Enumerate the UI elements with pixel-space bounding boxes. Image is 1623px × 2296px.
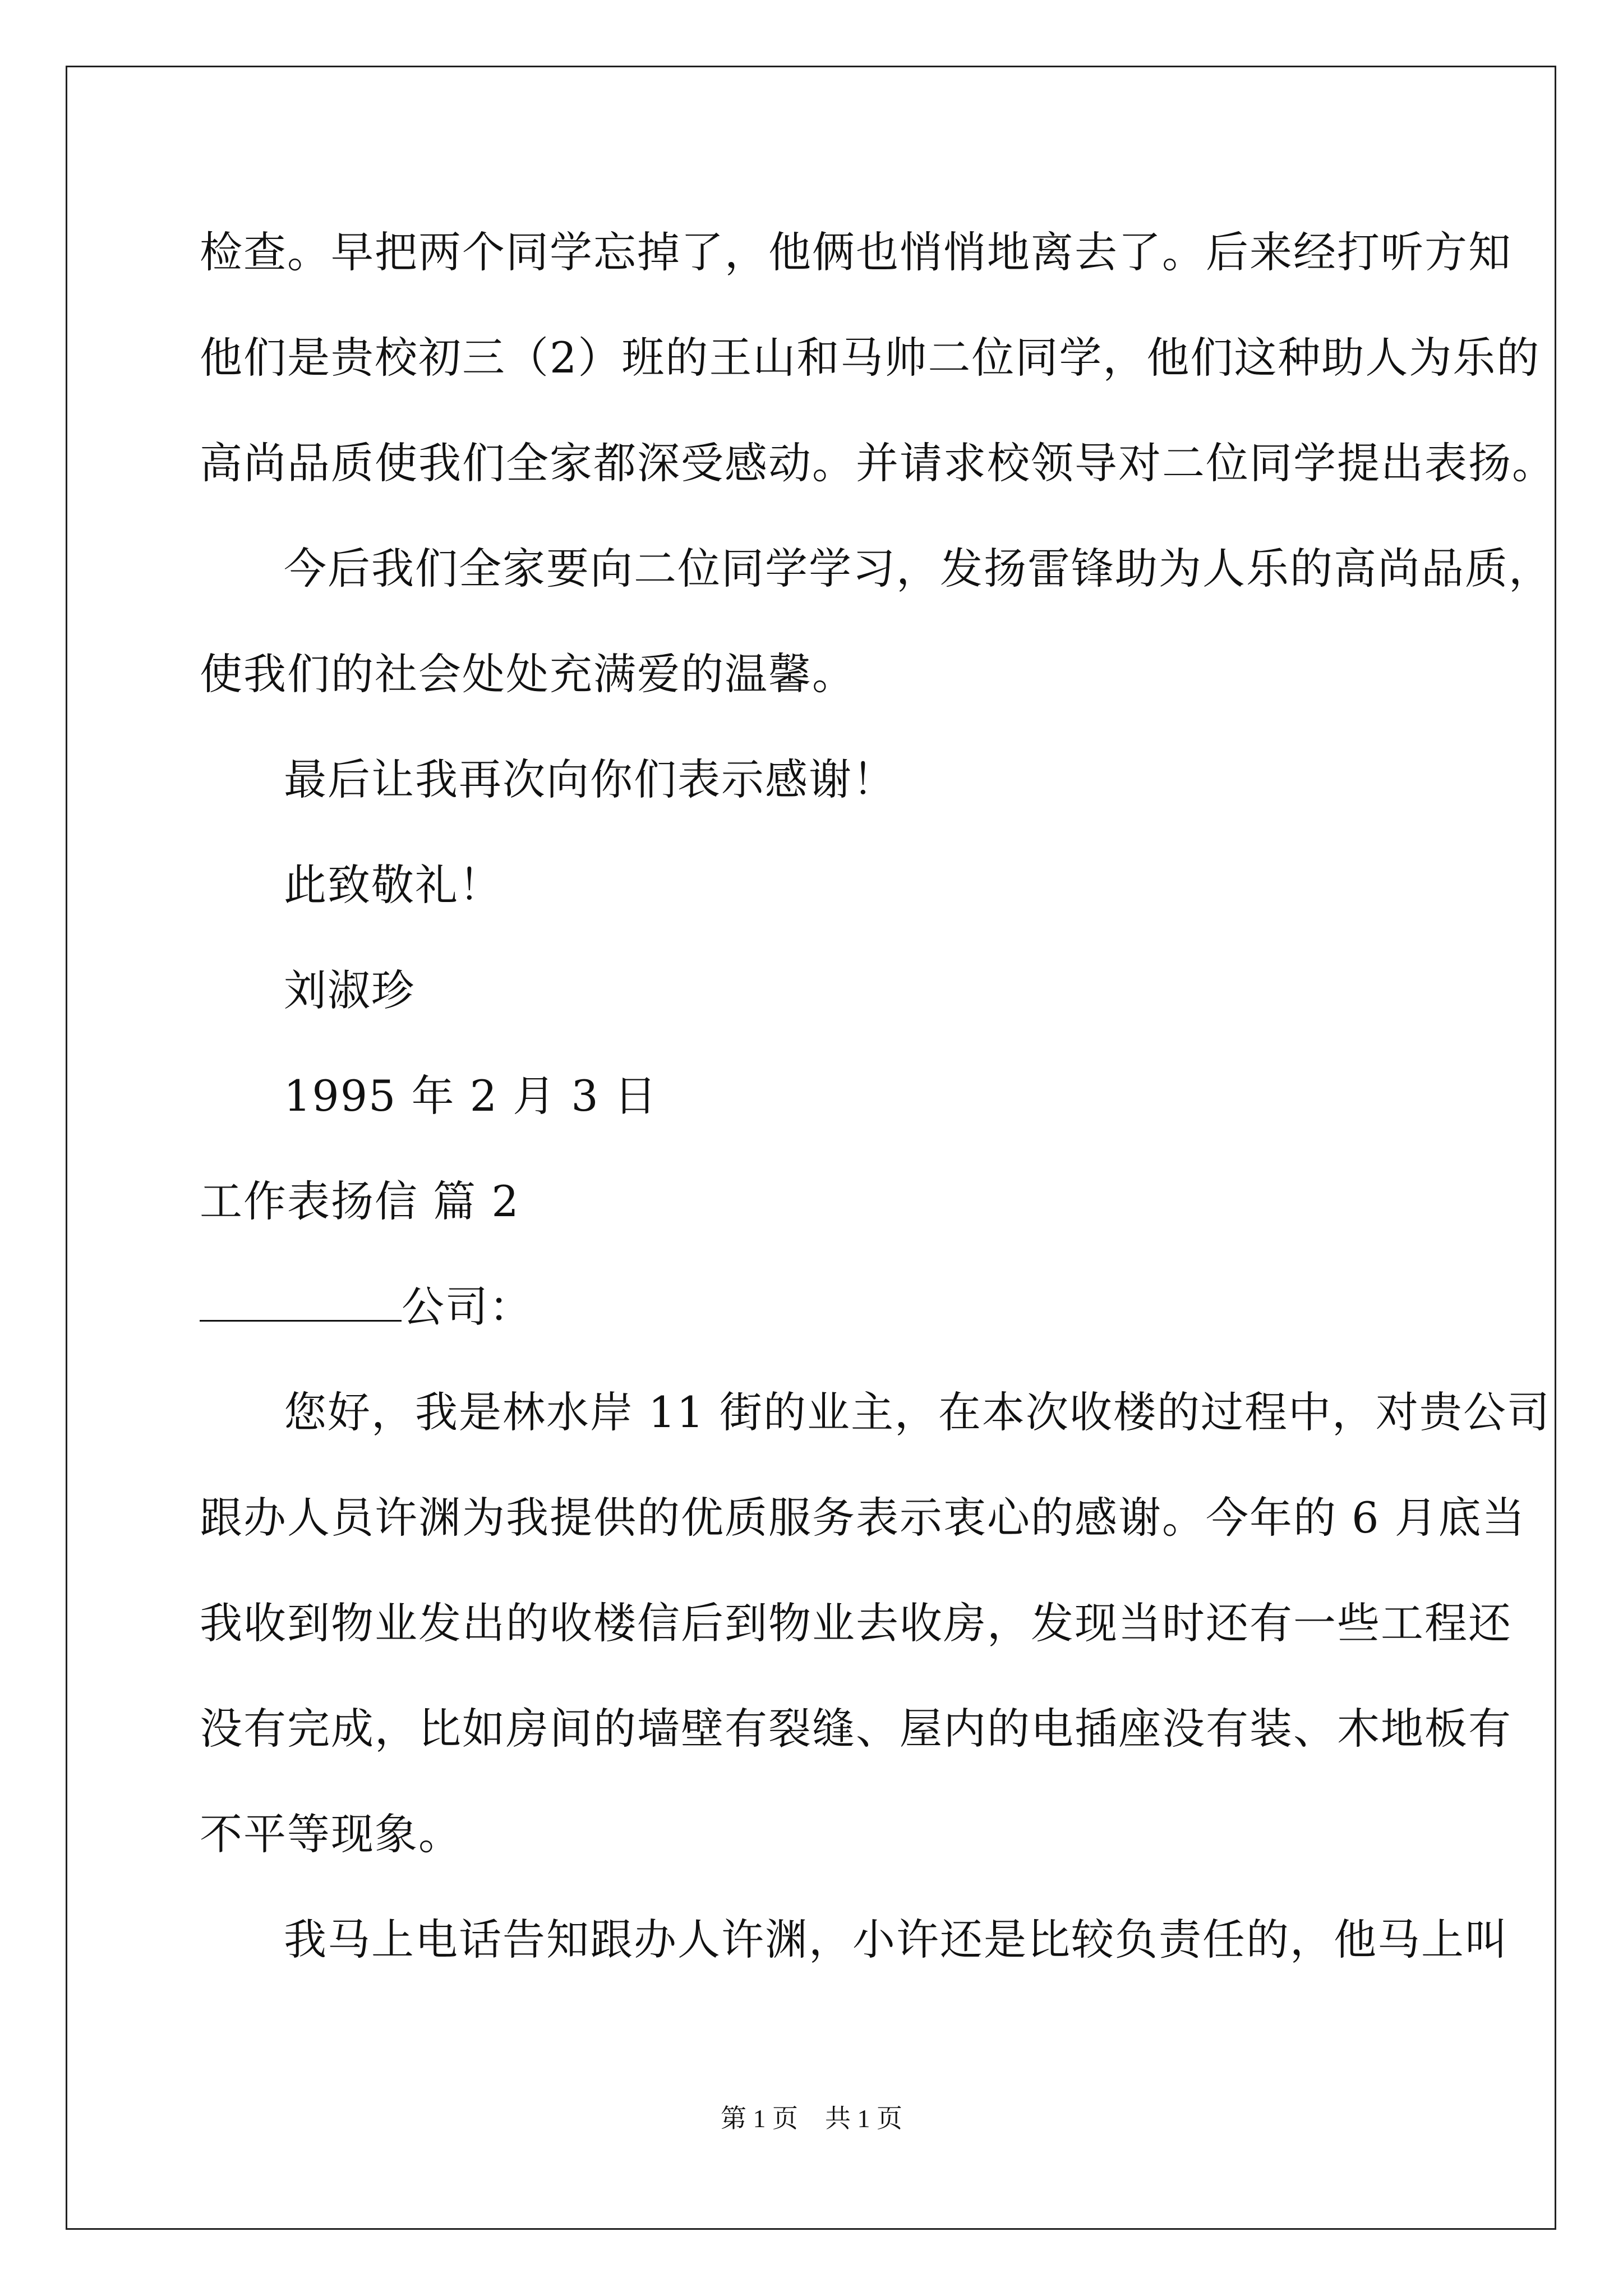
paragraph-line-4: 今后我们全家要向二位同学学习，发扬雷锋助为人乐的高尚品质， (284, 544, 1552, 593)
blank-fill-line (200, 1281, 402, 1322)
page-number: 第 1 页 (721, 2104, 798, 2133)
thanks-line: 最后让我再次向你们表示感谢！ (284, 754, 896, 804)
signature-name: 刘淑珍 (284, 965, 415, 1015)
signature-date: 1995 年 2 月 3 日 (284, 1071, 658, 1121)
page-total: 共 1 页 (825, 2104, 902, 2133)
page-footer (0, 2098, 1623, 2135)
text-line-1: 检查。早把两个同学忘掉了，他俩也悄悄地离去了。后来经打听方知 (200, 227, 1512, 277)
section-title: 工作表扬信 篇 2 (200, 1176, 520, 1226)
text-line-13: 跟办人员许渊为我提供的优质服务表示衷心的感谢。今年的 6 月底当 (200, 1493, 1526, 1543)
text-line-14: 我收到物业发出的收楼信后到物业去收房，发现当时还有一些工程还 (200, 1598, 1512, 1648)
document-body (200, 210, 1556, 2003)
text-line-3: 高尚品质使我们全家都深受感动。并请求校领导对二位同学提出表扬。 (200, 438, 1556, 488)
paragraph-line-17: 我马上电话告知跟办人许渊，小许还是比较负责任的，他马上叫 (284, 1915, 1509, 1964)
text-line-15: 没有完成，比如房间的墙壁有裂缝、屋内的电插座没有装、木地板有 (200, 1704, 1512, 1754)
text-line-2: 他们是贵校初三（2）班的王山和马帅二位同学，他们这种助人为乐的 (200, 333, 1541, 383)
salutation-line: 此致敬礼！ (284, 860, 502, 910)
text-line-5: 使我们的社会处处充满爱的温馨。 (200, 649, 856, 699)
text-line-16: 不平等现象。 (200, 1809, 462, 1859)
paragraph-line-12: 您好，我是林水岸 11 街的业主，在本次收楼的过程中，对贵公司 (284, 1387, 1551, 1437)
addressee-line (200, 1265, 1428, 1370)
addressee-text: 公司： (402, 1282, 533, 1332)
